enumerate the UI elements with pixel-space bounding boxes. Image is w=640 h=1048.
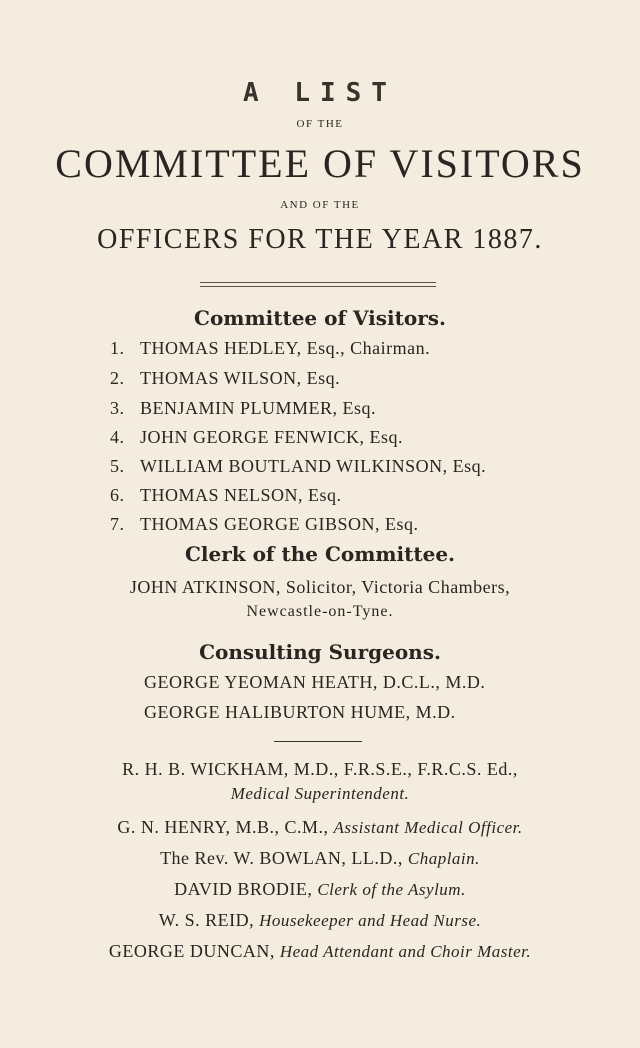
committee-member xyxy=(110,368,340,389)
committee-member xyxy=(110,485,342,506)
officer-line xyxy=(0,817,640,838)
divider-rule-short xyxy=(274,741,362,742)
member-number: 1. xyxy=(110,338,125,358)
member-name: THOMAS HEDLEY, Esq., Chairman. xyxy=(140,338,431,358)
surgeons-heading: Consulting Surgeons. xyxy=(199,640,441,664)
officer-name: W. S. REID, xyxy=(158,910,255,930)
officer-name: DAVID BRODIE, xyxy=(174,879,313,899)
officer-line xyxy=(0,941,640,962)
member-number: 2. xyxy=(110,368,125,388)
clerk-address-line: Newcastle-on-Tyne. xyxy=(246,603,394,620)
officer-line xyxy=(0,879,640,900)
officer-role: Housekeeper and Head Nurse. xyxy=(259,911,482,930)
officer-line xyxy=(0,783,640,804)
member-name: BENJAMIN PLUMMER, Esq. xyxy=(140,398,377,418)
committee-heading: Committee of Visitors. xyxy=(194,306,446,330)
clerk-name-line: JOHN ATKINSON, Solicitor, Victoria Chambers, xyxy=(129,577,511,597)
committee-member xyxy=(110,514,419,535)
committee-title: COMMITTEE OF VISITORS xyxy=(55,141,585,186)
clerk-heading: Clerk of the Committee. xyxy=(184,542,456,566)
officers-title: OFFICERS FOR THE YEAR 1887. xyxy=(97,224,543,255)
officer-role: Head Attendant and Choir Master. xyxy=(279,942,532,961)
officer-name: G. N. HENRY, M.B., C.M., xyxy=(117,817,329,837)
divider-rule-top xyxy=(200,282,436,283)
member-number: 7. xyxy=(110,514,125,534)
of-the-caption: OF THE xyxy=(296,118,344,130)
committee-member xyxy=(110,398,376,419)
list-title: A LIST xyxy=(243,78,397,108)
officer-name: R. H. B. WICKHAM, M.D., F.R.S.E., F.R.C.S. Ed., xyxy=(122,759,518,779)
officer-role: Clerk of the Asylum. xyxy=(317,880,466,899)
member-name: THOMAS WILSON, Esq. xyxy=(140,368,341,388)
member-name: WILLIAM BOUTLAND WILKINSON, Esq. xyxy=(140,456,487,476)
officer-line xyxy=(0,910,640,931)
officer-role: Chaplain. xyxy=(407,849,480,868)
member-name: THOMAS NELSON, Esq. xyxy=(140,485,342,505)
member-name: THOMAS GEORGE GIBSON, Esq. xyxy=(140,514,419,534)
officer-role: Medical Superintendent. xyxy=(230,784,410,803)
officer-name: GEORGE DUNCAN, xyxy=(108,941,275,961)
committee-member xyxy=(110,338,430,359)
divider-rule-bottom xyxy=(200,286,436,287)
member-number: 5. xyxy=(110,456,125,476)
member-number: 3. xyxy=(110,398,125,418)
committee-member xyxy=(110,456,486,477)
officer-line xyxy=(0,759,640,780)
committee-member xyxy=(110,427,403,448)
member-number: 4. xyxy=(110,427,125,447)
officer-role: Assistant Medical Officer. xyxy=(333,818,523,837)
surgeon-name: GEORGE HALIBURTON HUME, M.D. xyxy=(144,702,456,722)
member-number: 6. xyxy=(110,485,125,505)
member-name: JOHN GEORGE FENWICK, Esq. xyxy=(140,427,403,447)
surgeon-name: GEORGE YEOMAN HEATH, D.C.L., M.D. xyxy=(144,672,486,692)
and-of-the-caption: AND OF THE xyxy=(280,199,360,211)
officer-name: The Rev. W. BOWLAN, LL.D., xyxy=(160,848,403,868)
officer-line xyxy=(0,848,640,869)
